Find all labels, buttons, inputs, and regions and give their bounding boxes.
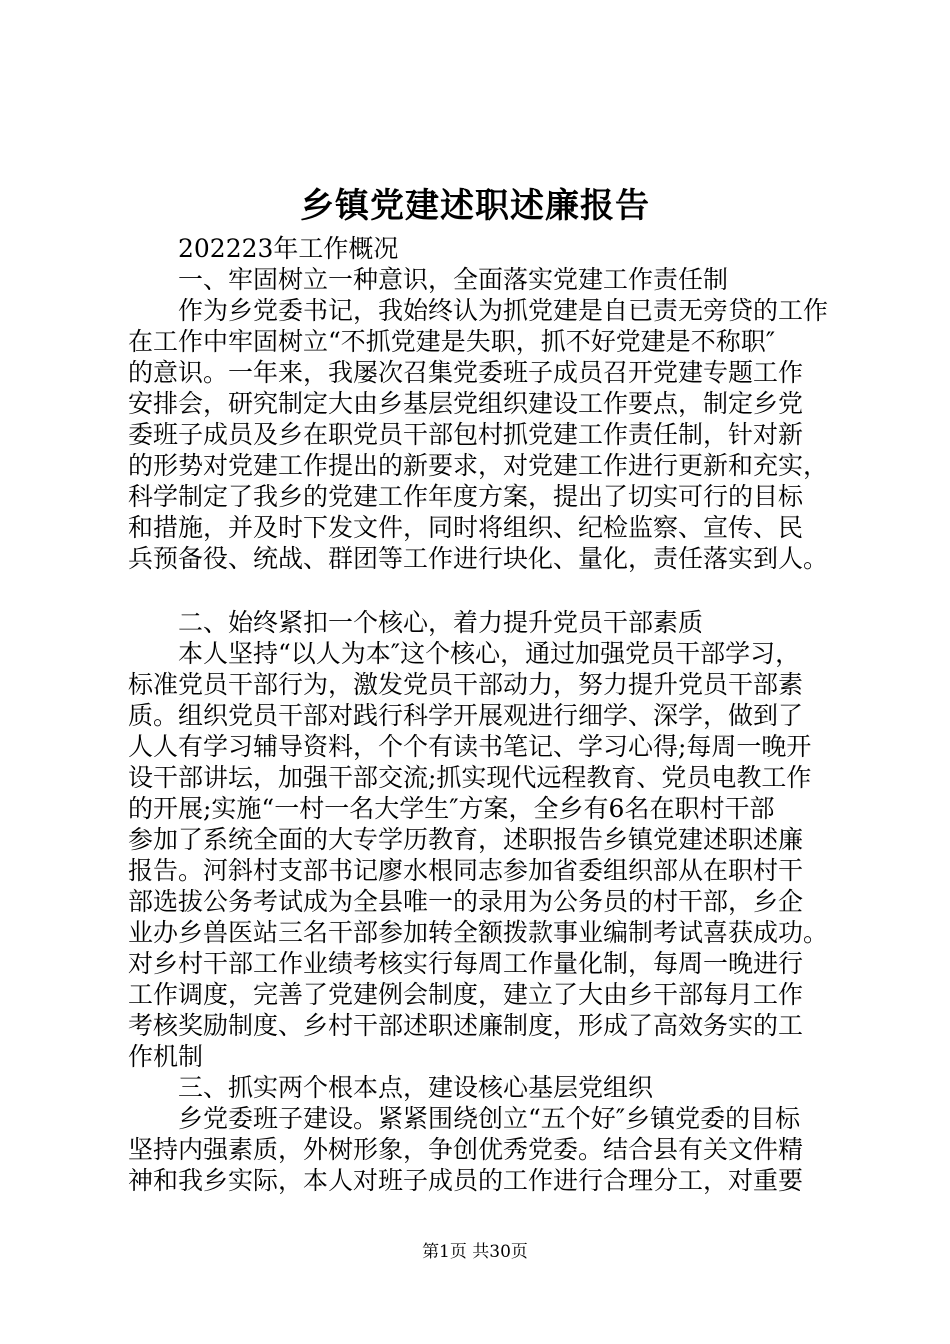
text-line: 部选拔公务考试成为全县唯一的录用为公务员的村干部，乡企 [128,887,804,916]
document-title: 乡镇党建述职述廉报告 [300,186,650,226]
text-line: 202223年工作概况 [178,234,399,263]
text-line: 参加了系统全面的大专学历教育，述职报告乡镇党建述职述廉 [128,825,804,854]
text-line: 本人坚持“以人为本″这个核心，通过加强党员干部学习， [178,639,801,668]
text-line: 的意识。一年来，我屡次召集党委班子成员召开党建专题工作 [128,358,804,387]
text-line: 对乡村干部工作业绩考核实行每周工作量化制，每周一晚进行 [128,949,804,978]
text-line: 标准党员干部行为，激发党员干部动力，努力提升党员干部素 [128,670,804,699]
text-line: 一、牢固树立一种意识，全面落实党建工作责任制 [178,265,729,294]
text-line: 设干部讲坛，加强干部交流;抓实现代远程教育、党员电教工作 [128,763,812,792]
paragraph-gap [128,574,838,607]
text-line: 在工作中牢固树立“不抓党建是失职，抓不好党建是不称职″ [128,327,776,356]
text-line: 工作调度，完善了党建例会制度，建立了大由乡干部每月工作 [128,980,804,1009]
text-line: 考核奖励制度、乡村干部述职述廉制度，形成了高效务实的工 [128,1011,804,1040]
text-line: 乡党委班子建设。紧紧围绕创立“五个好″乡镇党委的目标 [178,1104,801,1133]
text-line: 报告。河斜村支部书记廖水根同志参加省委组织部从在职村干 [128,856,804,885]
text-line: 人人有学习辅导资料，个个有读书笔记、学习心得;每周一晚开 [128,732,812,761]
text-line: 神和我乡实际，本人对班子成员的工作进行合理分工，对重要 [128,1166,804,1195]
text-line: 科学制定了我乡的党建工作年度方案，提出了切实可行的目标 [128,482,804,511]
text-line: 和措施，并及时下发文件，同时将组织、纪检监察、宣传、民 [128,513,804,542]
text-line: 安排会，研究制定大由乡基层党组织建设工作要点，制定乡党 [128,389,804,418]
text-line: 的形势对党建工作提出的新要求，对党建工作进行更新和充实， [128,451,829,480]
text-line: 的开展;实施“一村一名大学生″方案，全乡有6名在职村干部 [128,794,775,823]
page-footer: 第1页 共30页 [422,1242,528,1262]
text-line: 二、始终紧扣一个核心，着力提升党员干部素质 [178,608,704,637]
text-line: 委班子成员及乡在职党员干部包村抓党建工作责任制，针对新 [128,420,804,449]
text-line: 作为乡党委书记，我始终认为抓党建是自已责无旁贷的工作 [178,296,829,325]
document-body [128,233,838,1196]
text-line: 业办乡兽医站三名干部参加转全额拨款事业编制考试喜获成功。 [128,918,829,947]
text-line: 质。组织党员干部对践行科学开展观进行细学、深学，做到了 [128,701,804,730]
text-line: 三、抓实两个根本点，建设核心基层党组织 [178,1073,654,1102]
text-line: 坚持内强素质，外树形象，争创优秀党委。结合县有关文件精 [128,1135,804,1164]
text-line: 作机制 [128,1042,204,1071]
text-line: 兵预备役、统战、群团等工作进行块化、量化，责任落实到人。 [128,544,829,573]
